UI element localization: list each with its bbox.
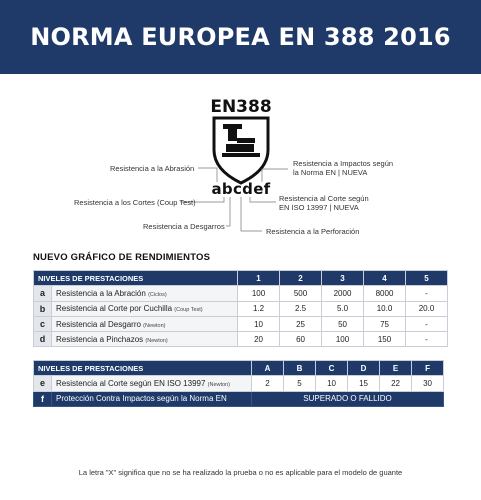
cell-value: 2 <box>252 376 284 391</box>
page-title: NORMA EUROPEA EN 388 2016 <box>30 23 451 51</box>
cell-value: 60 <box>280 332 322 347</box>
header-levels: NIVELES DE PRESTACIONES <box>34 271 238 286</box>
row-letter: b <box>34 301 52 316</box>
cell-value: 20.0 <box>406 301 448 316</box>
label-abrasion: Resistencia a la Abrasión <box>110 164 195 173</box>
hammer-icon <box>222 124 260 157</box>
header-level: F <box>412 361 444 376</box>
header-levels: NIVELES DE PRESTACIONES <box>34 361 252 376</box>
row-unit: (Ciclos) <box>148 291 167 298</box>
row-letter: c <box>34 316 52 331</box>
header-level: C <box>316 361 348 376</box>
row-letter: a <box>34 286 52 301</box>
cell-value: 2.5 <box>280 301 322 316</box>
cell-value: 1.2 <box>238 301 280 316</box>
row-name-text: Resistencia al Corte según EN ISO 13997 <box>56 378 206 388</box>
row-name-text: Resistencia al Desgarro <box>56 319 141 329</box>
cell-value: - <box>406 332 448 347</box>
header-level: E <box>380 361 412 376</box>
label-iso-line1: Resistencia al Corte según <box>279 194 369 203</box>
label-tear: Resistencia a Desgarros <box>143 222 225 231</box>
row-name-text: Resistencia a la Abración <box>56 288 146 298</box>
performance-letters: abcdef <box>211 180 271 198</box>
label-iso-line2: EN ISO 13997 | NUEVA <box>279 203 359 212</box>
header-level: 3 <box>322 271 364 286</box>
row-name <box>52 316 238 331</box>
row-name <box>52 376 252 391</box>
cell-value: 22 <box>380 376 412 391</box>
section-title: NUEVO GRÁFICO DE RENDIMIENTOS <box>33 252 211 263</box>
cell-value: 25 <box>280 316 322 331</box>
row-letter: d <box>34 332 52 347</box>
label-iso-cut <box>279 194 369 212</box>
cell-value: 500 <box>280 286 322 301</box>
cell-value: 100 <box>322 332 364 347</box>
row-name <box>52 286 238 301</box>
label-coup-test: Resistencia a los Cortes (Coup Test) <box>74 198 196 207</box>
cell-value: 50 <box>322 316 364 331</box>
header-level: 2 <box>280 271 322 286</box>
cell-value: - <box>406 286 448 301</box>
cell-value: - <box>406 316 448 331</box>
table-row <box>34 316 448 331</box>
cell-value: 2000 <box>322 286 364 301</box>
header-level: 4 <box>364 271 406 286</box>
label-impact <box>293 159 393 177</box>
row-unit: (Newton) <box>143 322 166 329</box>
row-name <box>52 332 238 347</box>
row-unit: (Newton) <box>145 337 168 344</box>
cell-value: 20 <box>238 332 280 347</box>
row-letter: f <box>34 391 52 406</box>
row-unit: (Newton) <box>207 381 230 388</box>
cell-value: 10.0 <box>364 301 406 316</box>
cell-value: 150 <box>364 332 406 347</box>
cell-value: SUPERADO O FALLIDO <box>252 391 444 406</box>
table-row <box>34 286 448 301</box>
table-row <box>34 376 444 391</box>
cell-value: 75 <box>364 316 406 331</box>
cell-value: 15 <box>348 376 380 391</box>
header-level: 5 <box>406 271 448 286</box>
header-level: D <box>348 361 380 376</box>
label-impact-line1: Resistencia a Impactos según <box>293 159 394 168</box>
cell-value: 10 <box>316 376 348 391</box>
table-row <box>34 332 448 347</box>
performance-table-2 <box>33 360 444 407</box>
cell-value: 10 <box>238 316 280 331</box>
row-letter: e <box>34 376 52 391</box>
header-level: B <box>284 361 316 376</box>
table-header-row <box>34 271 448 286</box>
cell-value: 8000 <box>364 286 406 301</box>
label-impact-line2: la Norma EN | NUEVA <box>293 168 368 177</box>
row-name <box>52 301 238 316</box>
row-name-text: Resistencia a Pinchazos <box>56 334 144 344</box>
cell-value: 5.0 <box>322 301 364 316</box>
header-level: A <box>252 361 284 376</box>
cell-value: 100 <box>238 286 280 301</box>
performance-table-1 <box>33 270 448 347</box>
table-row <box>34 301 448 316</box>
header-level: 1 <box>238 271 280 286</box>
row-unit: (Coup Test) <box>174 307 203 314</box>
table-row <box>34 391 444 406</box>
label-puncture: Resistencia a la Perforación <box>266 227 360 236</box>
en388-heading: EN388 <box>210 97 272 117</box>
table-header-row <box>34 361 444 376</box>
cell-value: 5 <box>284 376 316 391</box>
row-name: Protección Contra Impactos según la Norma EN <box>52 391 252 406</box>
cell-value: 30 <box>412 376 444 391</box>
footnote: La letra "X" significa que no se ha realizado la prueba o no es aplicable para el modelo de guante <box>78 468 403 477</box>
row-name-text: Resistencia al Corte por Cuchilla <box>56 304 173 314</box>
